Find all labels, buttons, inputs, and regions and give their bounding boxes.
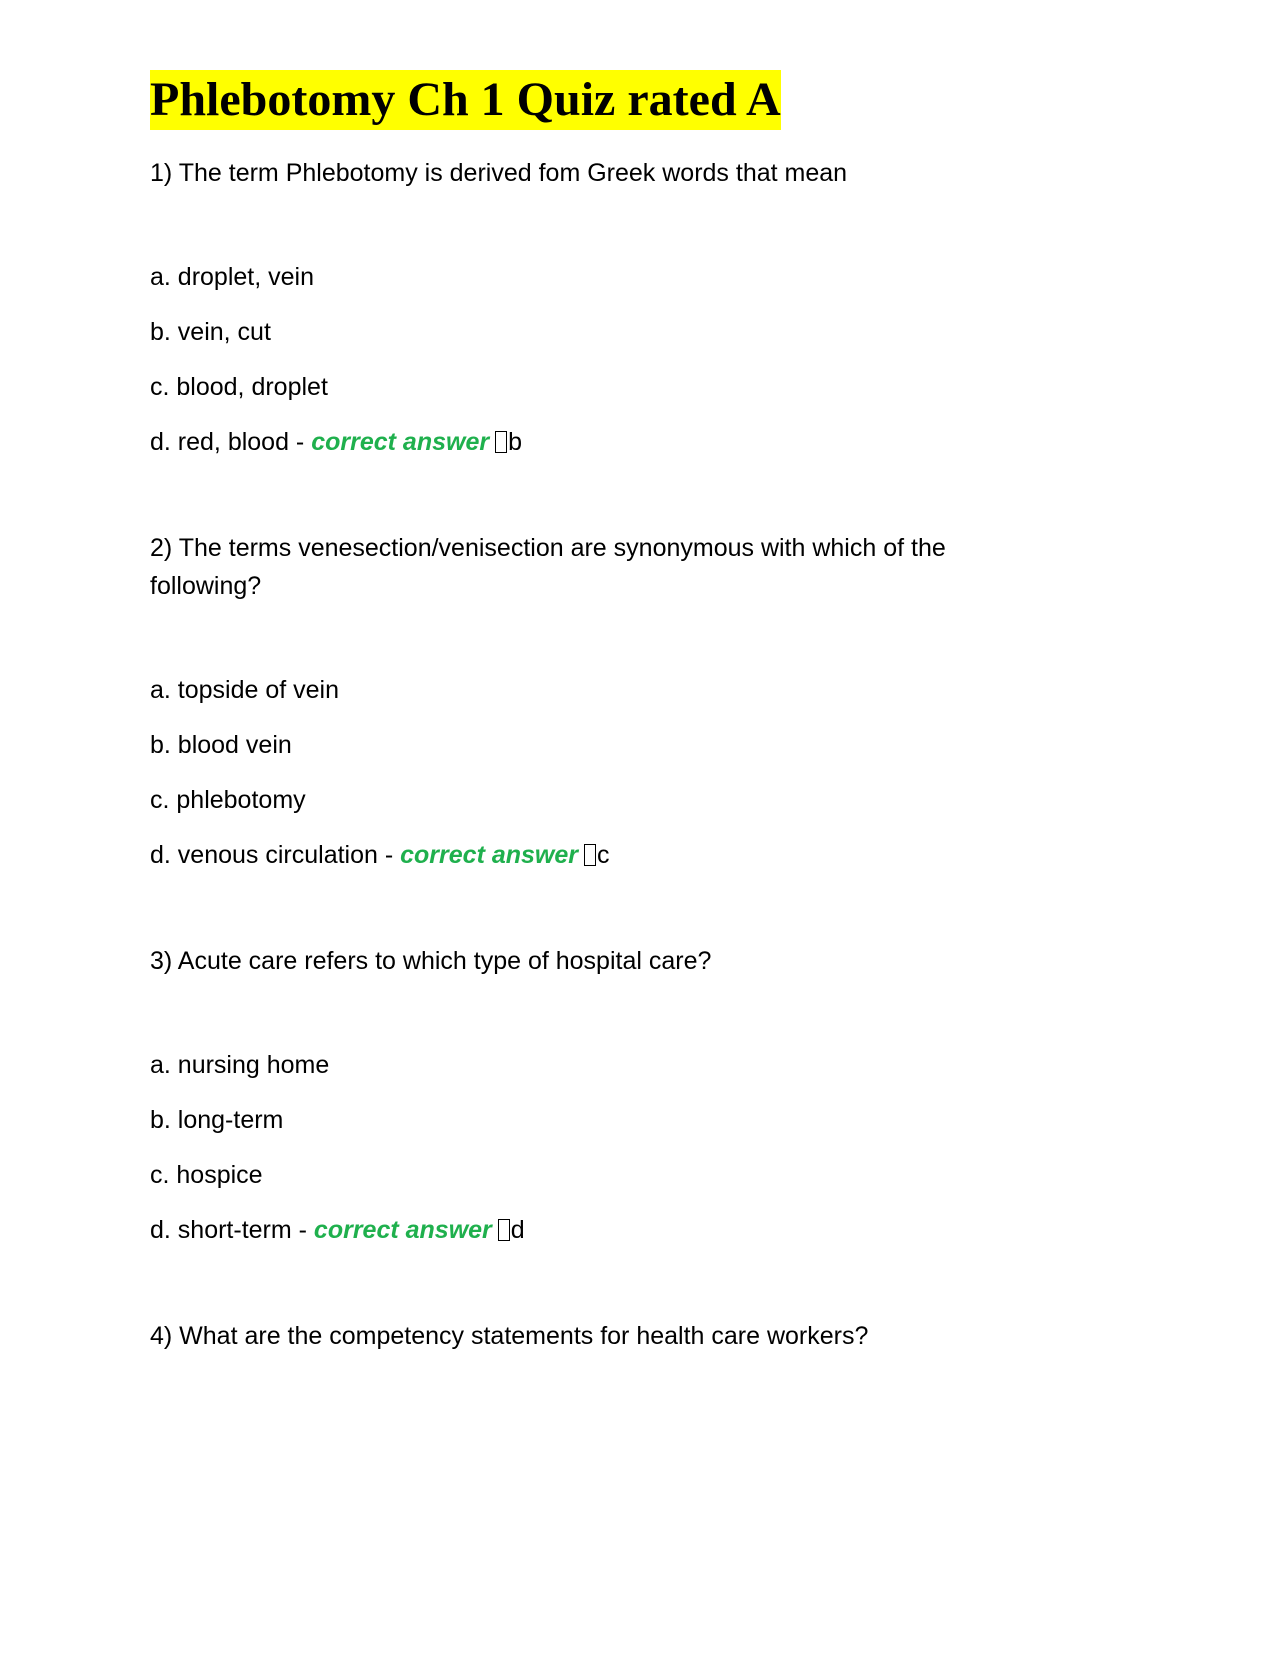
question-2-line1: 2) The terms venesection/venisection are synonymous with which of the (150, 534, 946, 562)
q2-option-c: c. phlebotomy (150, 786, 306, 814)
q1-option-d-text: d. red, blood - (150, 428, 312, 456)
document-page (150, 70, 1130, 1355)
q3-option-d (150, 1211, 1130, 1249)
q1-correct-label: correct answer (311, 428, 490, 456)
q1-answer: b (508, 428, 522, 456)
q1-option-a: a. droplet, vein (150, 263, 314, 291)
checkbox-glyph-icon (498, 1219, 510, 1241)
checkbox-glyph-icon (495, 431, 507, 453)
q2-option-d (150, 836, 1130, 874)
question-1: 1) The term Phlebotomy is derived fom Greek words that mean (150, 159, 848, 187)
question-2 (150, 529, 1130, 605)
q2-option-b: b. blood vein (150, 731, 292, 759)
q1-option-c: c. blood, droplet (150, 373, 328, 401)
q3-option-c: c. hospice (150, 1161, 263, 1189)
question-2-line2: following? (150, 572, 262, 600)
q3-option-b: b. long-term (150, 1106, 284, 1134)
checkbox-glyph-icon (584, 844, 596, 866)
q2-option-d-text: d. venous circulation - (150, 841, 401, 869)
question-4: 4) What are the competency statements for health care workers? (150, 1322, 869, 1350)
q3-answer: d (510, 1216, 525, 1244)
q2-answer: c (597, 841, 610, 869)
q2-correct-label: correct answer (400, 841, 578, 869)
q1-option-b: b. vein, cut (150, 318, 271, 346)
q3-option-d-text: d. short-term - (150, 1216, 314, 1244)
q3-option-a: a. nursing home (150, 1051, 330, 1079)
question-3: 3) Acute care refers to which type of hospital care? (150, 947, 712, 975)
q3-correct-label: correct answer (313, 1216, 492, 1244)
q2-option-a: a. topside of vein (150, 676, 340, 704)
document-title: Phlebotomy Ch 1 Quiz rated A (150, 70, 781, 130)
q1-option-d (150, 423, 1130, 461)
